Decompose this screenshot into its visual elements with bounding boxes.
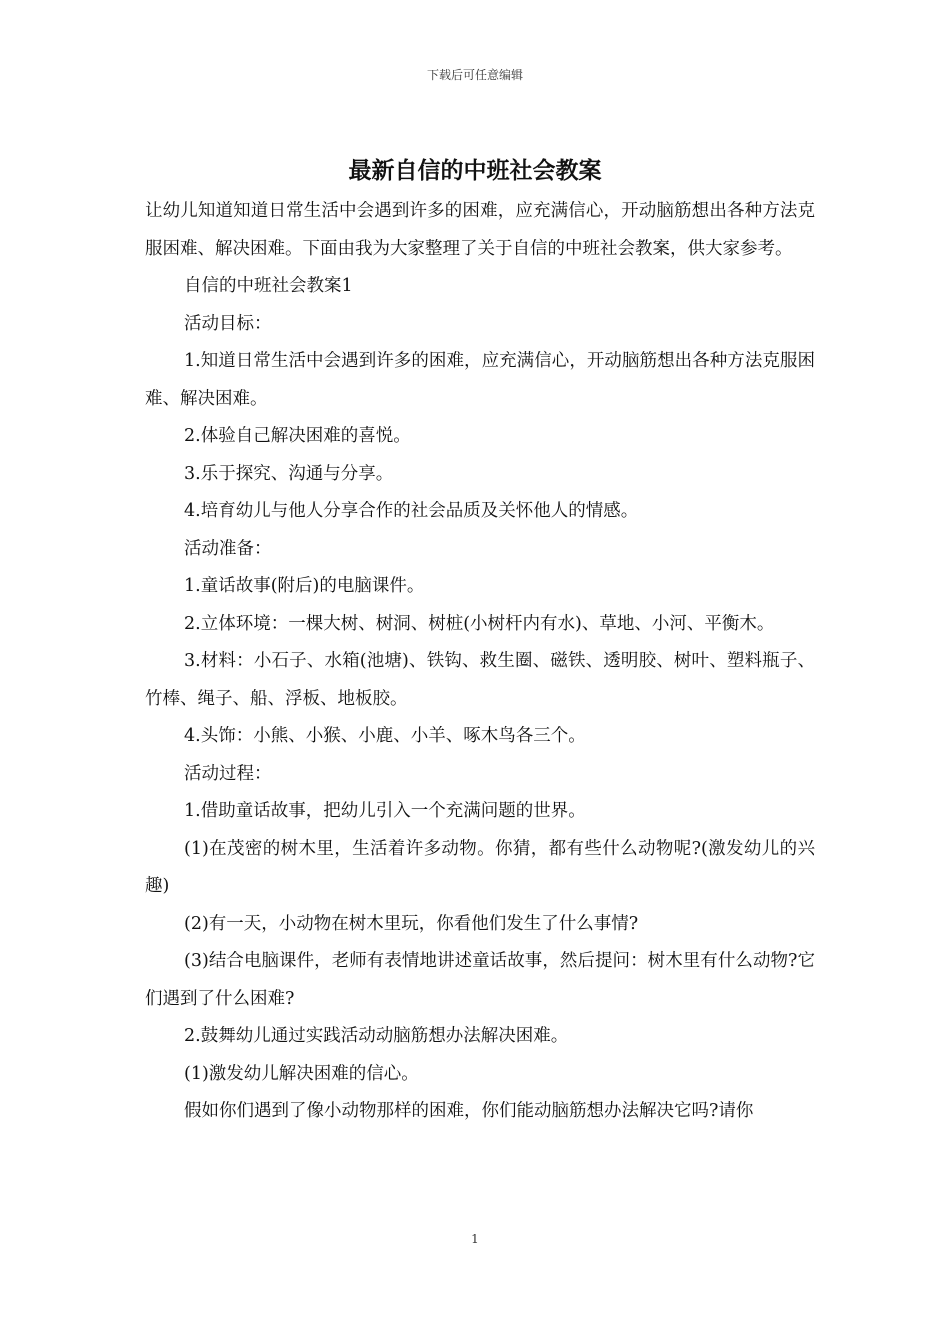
paragraph: 3.乐于探究、沟通与分享。 bbox=[184, 463, 394, 484]
paragraph: 2.立体环境：一棵大树、树洞、树桩(小树杆内有水)、草地、小河、平衡木。 bbox=[184, 613, 775, 634]
paragraph: (2)有一天，小动物在树木里玩，你看他们发生了什么事情? bbox=[184, 913, 639, 934]
paragraph: 假如你们遇到了像小动物那样的困难，你们能动脑筋想办法解决它吗?请你 bbox=[184, 1101, 754, 1121]
document-body bbox=[145, 193, 815, 1131]
paragraph: 3.材料：小石子、水箱(池塘)、铁钩、救生圈、磁铁、透明胶、树叶、塑料瓶子、竹棒、绳子、船、浮板、地板胶。 bbox=[145, 651, 815, 709]
intro-paragraph: 让幼儿知道知道日常生活中会遇到许多的困难，应充满信心，开动脑筋想出各种方法克服困难、解决困难。下面由我为大家整理了关于自信的中班社会教案，供大家参考。 bbox=[145, 201, 815, 259]
header-note: 下载后可任意编辑 bbox=[426, 68, 523, 82]
section-heading: 自信的中班社会教案1 bbox=[184, 276, 353, 296]
subheading-goals: 活动目标： bbox=[184, 313, 272, 334]
subheading-process: 活动过程： bbox=[184, 763, 272, 784]
paragraph: (1)激发幼儿解决困难的信心。 bbox=[184, 1063, 419, 1084]
subheading-preparation: 活动准备： bbox=[184, 538, 272, 559]
paragraph: 4.培育幼儿与他人分享合作的社会品质及关怀他人的情感。 bbox=[184, 501, 639, 521]
paragraph: 2.体验自己解决困难的喜悦。 bbox=[184, 426, 411, 446]
page-number: 1 bbox=[471, 1232, 479, 1246]
paragraph: 4.头饰：小熊、小猴、小鹿、小羊、啄木鸟各三个。 bbox=[184, 726, 586, 746]
paragraph: 1.知道日常生活中会遇到许多的困难，应充满信心，开动脑筋想出各种方法克服困难、解决困难。 bbox=[145, 351, 815, 409]
paragraph: 2.鼓舞幼儿通过实践活动动脑筋想办法解决困难。 bbox=[184, 1026, 569, 1046]
paragraph: (3)结合电脑课件，老师有表情地讲述童话故事，然后提问：树木里有什么动物?它们遇到了什么困难? bbox=[145, 951, 815, 1009]
paragraph: 1.童话故事(附后)的电脑课件。 bbox=[184, 576, 425, 596]
document-title: 最新自信的中班社会教案 bbox=[348, 158, 602, 184]
paragraph: (1)在茂密的树木里，生活着许多动物。你猜，都有些什么动物呢?(激发幼儿的兴趣) bbox=[145, 838, 815, 896]
paragraph: 1.借助童话故事，把幼儿引入一个充满问题的世界。 bbox=[184, 801, 586, 821]
